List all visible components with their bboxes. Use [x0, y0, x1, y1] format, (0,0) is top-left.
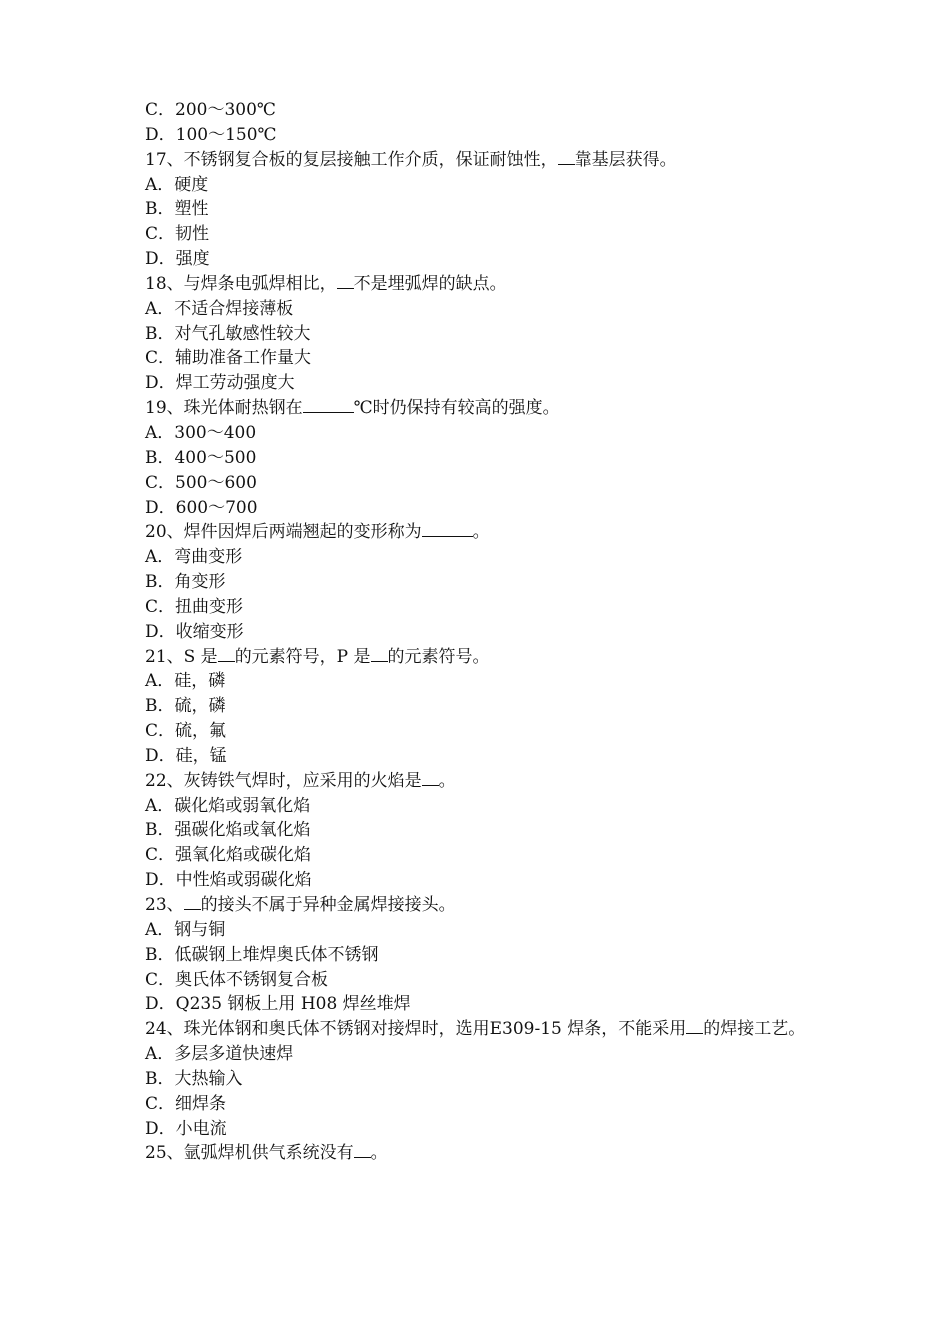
option-line: B．硫，磷 — [145, 696, 226, 717]
question-line — [145, 272, 815, 297]
answer-blank — [337, 273, 354, 289]
option-line: B．角变形 — [145, 572, 226, 593]
option-line: D．600～700 — [145, 497, 258, 518]
question-text: 22、灰铸铁气焊时，应采用的火焰是 — [145, 770, 422, 791]
option-line: B．大热输入 — [145, 1068, 243, 1089]
answer-blank — [686, 1018, 703, 1034]
option-line: C．奥氏体不锈钢复合板 — [145, 969, 329, 990]
option-line: C．强氧化焰或碳化焰 — [145, 845, 312, 866]
question-line — [145, 893, 815, 918]
question-text: 的元素符号，P 是 — [234, 646, 371, 667]
question-line — [145, 396, 815, 421]
option-line: C．500～600 — [145, 472, 257, 493]
option-line: C．200～300℃ — [145, 100, 276, 120]
option-line: D．100～150℃ — [145, 124, 277, 145]
answer-blank — [303, 397, 354, 413]
option-line: B．塑性 — [145, 199, 209, 220]
option-line: C．细焊条 — [145, 1093, 227, 1114]
option-line: A．弯曲变形 — [145, 547, 243, 568]
option-line: A．硅，磷 — [145, 671, 226, 692]
document-body — [145, 98, 815, 1166]
question-text: 不是埋弧焊的缺点。 — [353, 273, 507, 294]
question-text: 。 — [438, 770, 456, 791]
question-text: 的元素符号。 — [387, 646, 490, 667]
option-line: C．辅助准备工作量大 — [145, 348, 312, 369]
question-line — [145, 1141, 815, 1166]
question-line — [145, 645, 815, 670]
option-line: C．扭曲变形 — [145, 596, 244, 617]
option-line: D．Q235 钢板上用 H08 焊丝堆焊 — [145, 994, 411, 1015]
question-text: 。 — [370, 1143, 388, 1164]
question-text: 靠基层获得。 — [574, 149, 677, 170]
question-text: 24、珠光体钢和奥氏体不锈钢对接焊时，选用E309-15 焊条，不能采用 — [145, 1019, 687, 1040]
option-line: A．碳化焰或弱氧化焰 — [145, 795, 311, 816]
option-line: D．收缩变形 — [145, 621, 244, 642]
answer-blank — [371, 646, 388, 662]
option-line: A．硬度 — [145, 174, 209, 195]
option-line: B．强碳化焰或氧化焰 — [145, 820, 311, 841]
option-line: B．对气孔敏感性较大 — [145, 323, 311, 344]
option-line: D．硅，锰 — [145, 745, 227, 766]
option-line: C．韧性 — [145, 224, 210, 245]
option-line: C．硫，氟 — [145, 721, 227, 742]
option-line: D．焊工劳动强度大 — [145, 373, 295, 394]
question-text: 19、珠光体耐热钢在 — [145, 398, 303, 419]
question-line — [145, 769, 815, 794]
question-text: 17、不锈钢复合板的复层接触工作介质，保证耐蚀性， — [145, 149, 558, 170]
option-line: B．低碳钢上堆焊奥氏体不锈钢 — [145, 944, 379, 965]
question-text: 25、氩弧焊机供气系统没有 — [145, 1143, 354, 1164]
question-text: 18、与焊条电弧焊相比， — [145, 273, 337, 294]
answer-blank — [218, 646, 235, 662]
option-line: B．400～500 — [145, 447, 257, 468]
answer-blank — [184, 894, 201, 910]
question-text: 的焊接工艺。 — [703, 1019, 806, 1040]
question-text: 的接头不属于异种金属焊接接头。 — [200, 895, 456, 915]
answer-blank — [422, 521, 473, 537]
option-line: A．钢与铜 — [145, 919, 226, 940]
question-text: 23、 — [145, 895, 184, 915]
question-text: 。 — [472, 522, 490, 543]
option-line: A．多层多道快速焊 — [145, 1044, 294, 1065]
option-line: D．强度 — [145, 249, 210, 270]
answer-blank — [558, 149, 575, 165]
question-line — [145, 520, 815, 545]
option-line: D．小电流 — [145, 1118, 227, 1139]
question-text: 21、S 是 — [145, 646, 218, 667]
question-text: 20、焊件因焊后两端翘起的变形称为 — [145, 522, 422, 543]
answer-blank — [422, 770, 439, 786]
option-line: A．不适合焊接薄板 — [145, 298, 294, 319]
option-line: D．中性焰或弱碳化焰 — [145, 870, 312, 891]
question-line — [145, 148, 815, 173]
question-line — [145, 1017, 815, 1042]
option-line: A．300～400 — [145, 422, 257, 443]
answer-blank — [354, 1142, 371, 1158]
question-text: ℃时仍保持有较高的强度。 — [353, 398, 560, 419]
